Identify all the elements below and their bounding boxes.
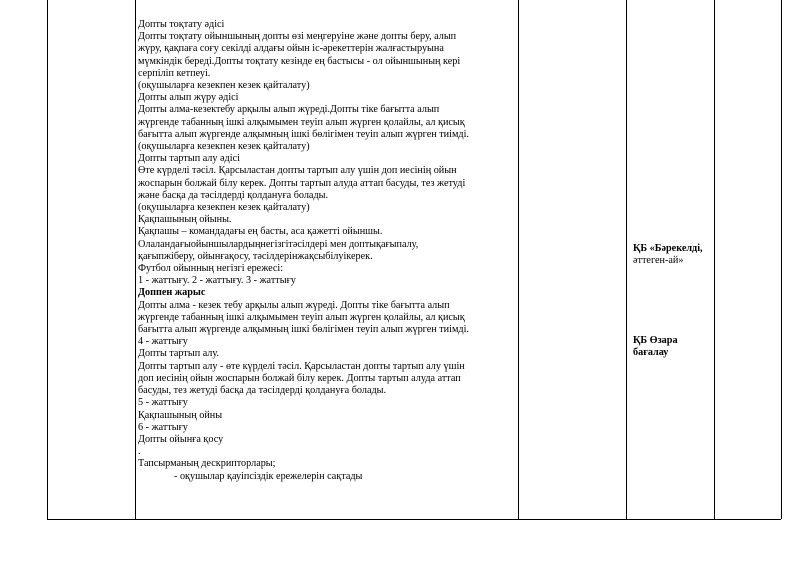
column-divider-1 — [135, 0, 136, 519]
text-line: Допты тартып алу әдісі — [138, 153, 240, 165]
text-line: қағыпжіберу, ойынғақосу, тәсілдерінжақсыбілуікерек. — [138, 250, 373, 262]
table-border-left — [47, 0, 48, 519]
text-line: Допты ойынға қосу — [138, 433, 224, 445]
text-line: Қақпашының ойны — [138, 409, 223, 421]
text-line: (оқушыларға кезекпен кезек қайталату) — [138, 202, 310, 214]
text-line: 5 - жаттығу — [138, 397, 188, 409]
column-divider-4 — [714, 0, 715, 519]
text-line: серпіліп кетпеуі. — [138, 67, 211, 79]
text-line: Допты алма - кезек тебу арқылы алып жүреді. Допты тіке бағытта алып — [138, 299, 450, 311]
text-line: Өте күрделі тәсіл. Қарсыластан допты тартып алу үшін доп иесінің ойын — [138, 165, 457, 177]
peer-assessment-label-cont: бағалау — [633, 347, 669, 359]
text-line: Доппен жарыс — [138, 287, 206, 299]
column-divider-3 — [626, 0, 627, 519]
text-line: Допты алма-кезектебу арқылы алып жүреді.Допты тіке бағытта алып — [138, 104, 440, 116]
text-line: 6 - жаттығу — [138, 421, 188, 433]
text-line: Допты тоқтату әдісі — [138, 19, 225, 30]
text-line: жүргенде табанның ішкі алқымымен теуіп алып жүрген қолайлы, ал қисық — [138, 116, 465, 128]
table-border-bottom — [47, 519, 781, 520]
text-line: жоспарын болжай білу керек. Допты тартып алуда аттап басуды, тез жетуді — [138, 177, 466, 189]
text-line: (оқушыларға кезекпен кезек қайталату) — [138, 141, 310, 153]
text-line: бағытта алып жүргенде алқымның ішкі бөлігімен теуіп алып жүрген тиімді. — [138, 324, 469, 336]
text-line: Тапсырманың дескрипторлары; — [138, 458, 276, 470]
assessment-cell-2 — [633, 335, 713, 359]
text-line: доп иесінің ойын жоспарын болжай білу керек. Допты тартып алуда аттап — [138, 372, 461, 384]
text-line: бағытта алып жүргенде алқымның ішкі бөлігімен теуіп алып жүрген тиімді. — [138, 128, 469, 140]
assessment-method-label-cont: әттеген-ай» — [633, 255, 684, 267]
text-line: Қақпашының ойыны. — [138, 214, 232, 226]
text-line: Допты тартып алу - өте күрделі тәсіл. Қарсыластан допты тартып алу үшін — [138, 360, 465, 372]
text-line: Футбол ойынның негізгі ережесі: — [138, 263, 284, 275]
text-line: және басқа да тәсілдерді қолдануға болады. — [138, 189, 329, 201]
table-border-right — [781, 0, 782, 519]
assessment-cell-1 — [633, 243, 713, 267]
assessment-method-label: ҚБ «Бәрекелді, — [633, 243, 703, 254]
lesson-content-cell — [138, 19, 516, 483]
text-line: Қақпашы – командадағы ең басты, аса қажетті ойыншы. — [138, 226, 383, 238]
text-line: Допты тартып алу. — [138, 348, 220, 360]
text-line: . — [138, 446, 141, 458]
text-line: Олаландағыойыншылардыңнегізгітәсілдері мен доптықағыпалу, — [138, 238, 419, 250]
text-line: (оқушыларға кезекпен кезек қайталату) — [138, 80, 310, 92]
peer-assessment-label: ҚБ Өзара — [633, 335, 678, 346]
text-line: жүргенде табанның ішкі алқымымен теуіп алып жүрген қолайлы, ал қисық — [138, 311, 465, 323]
text-line: Допты алып жүру әдісі — [138, 92, 239, 104]
text-line: Допты тоқтату ойыншының допты өзі меңгеруіне және допты беру, алып — [138, 31, 457, 43]
text-line: 4 - жаттығу — [138, 336, 188, 348]
text-line: мүмкіндік береді.Допты тоқтату кезінде ең бастысы - ол ойыншының кері — [138, 55, 461, 67]
text-line: - оқушылар қауіпсіздік ережелерін сақтады — [174, 470, 363, 482]
text-line: жүру, қақпаға соғу секілді алдағы ойын іс-әрекеттерін жалғастыруына — [138, 43, 444, 55]
text-line: 1 - жаттығу. 2 - жаттығу. 3 - жаттығу — [138, 275, 296, 287]
text-line: басуды, тез жетуді басқа да тәсілдерді қолдануға болады. — [138, 385, 387, 397]
column-divider-2 — [518, 0, 519, 519]
